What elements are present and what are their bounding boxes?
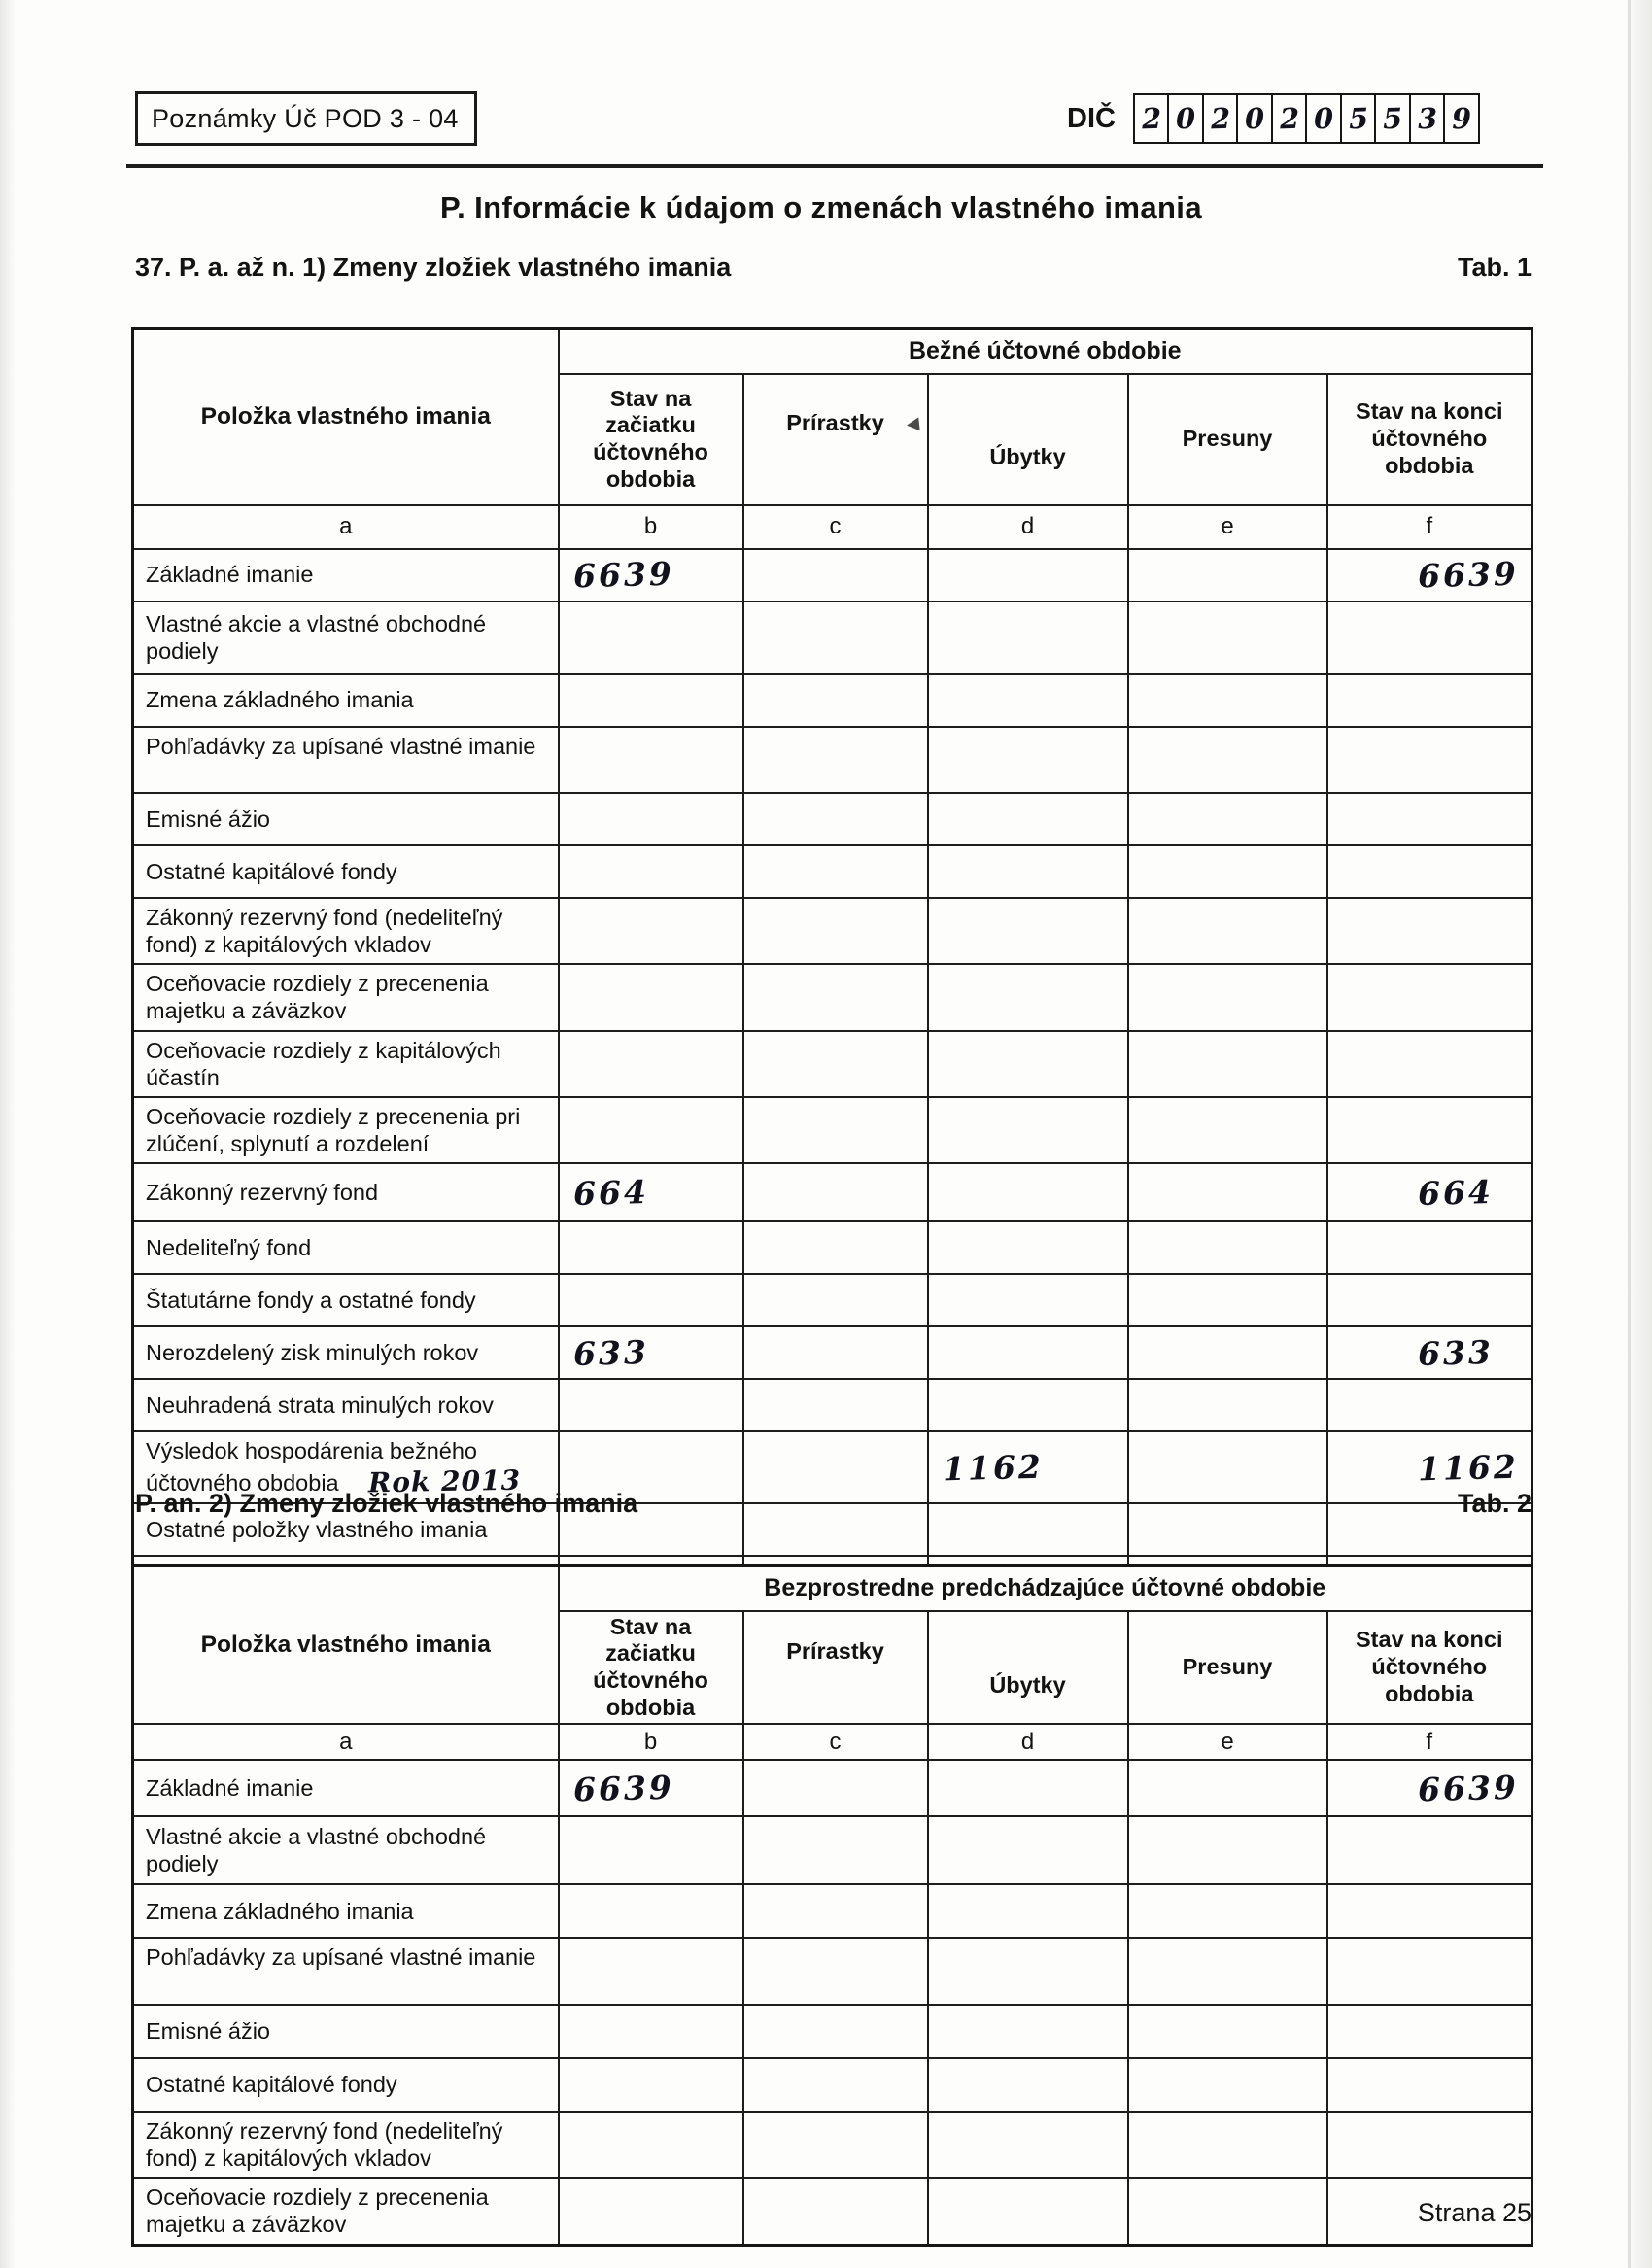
cell-value-f bbox=[1327, 2058, 1532, 2112]
col-header-additions-label: Prírastky bbox=[786, 410, 884, 436]
col-header-closing-balance: Stav na konci účtovného obdobia bbox=[1327, 1611, 1532, 1725]
table-row bbox=[133, 793, 1532, 845]
table-row bbox=[133, 674, 1532, 727]
table-row bbox=[133, 1816, 1532, 1884]
cell-value-c bbox=[743, 898, 928, 964]
section-2-title: P. an. 2) Zmeny zložiek vlastného imania bbox=[135, 1489, 638, 1518]
dic-digit: 2 bbox=[1279, 101, 1300, 136]
cell-value-b bbox=[559, 898, 743, 964]
dic-box bbox=[1271, 93, 1308, 144]
cell-value-e bbox=[1128, 2058, 1327, 2112]
cell-value-b bbox=[559, 727, 743, 793]
row-label-cell bbox=[133, 549, 559, 601]
cell-value-b bbox=[559, 1031, 743, 1097]
handwritten-value: 633 bbox=[1417, 1332, 1494, 1373]
col-header-additions bbox=[743, 374, 928, 505]
cell-value-b bbox=[559, 549, 743, 601]
item-column-header: Položka vlastného imania bbox=[133, 1566, 559, 1725]
dic-digit: 9 bbox=[1451, 101, 1473, 136]
dic-digit: 0 bbox=[1313, 101, 1335, 136]
cell-value-e bbox=[1128, 1097, 1327, 1163]
cell-value-f bbox=[1327, 2112, 1532, 2178]
col-letter-c: c bbox=[743, 1724, 928, 1760]
row-label: Nerozdelený zisk minulých rokov bbox=[146, 1340, 479, 1366]
cell-value-f bbox=[1327, 601, 1532, 674]
cell-value-f bbox=[1327, 845, 1532, 898]
table-row bbox=[133, 1031, 1532, 1097]
row-label: Oceňovacie rozdiely z precenenia majetku a záväzkov bbox=[146, 971, 489, 1024]
col-letter-d: d bbox=[928, 505, 1128, 549]
cell-value-f bbox=[1327, 1031, 1532, 1097]
row-label: Ostatné kapitálové fondy bbox=[146, 858, 397, 884]
cell-value-f bbox=[1327, 964, 1532, 1030]
cell-value-d bbox=[928, 1816, 1128, 1884]
cell-value-c bbox=[743, 1221, 928, 1274]
col-header-opening-balance: Stav na začiatku účtovného obdobia bbox=[559, 1611, 743, 1725]
dic-box bbox=[1374, 93, 1411, 144]
dic-digit: 0 bbox=[1244, 101, 1266, 136]
table-row bbox=[133, 1274, 1532, 1326]
section-1-title: 37. P. a. až n. 1) Zmeny zložiek vlastného imania bbox=[135, 253, 732, 282]
dic-digit: 5 bbox=[1348, 101, 1369, 136]
cell-value-b bbox=[559, 1163, 743, 1221]
handwritten-value: 6639 bbox=[572, 1768, 674, 1809]
col-header-closing-balance: Stav na konci účtovného obdobia bbox=[1327, 374, 1532, 505]
cell-value-e bbox=[1128, 2005, 1327, 2058]
handwritten-value: 6639 bbox=[572, 554, 674, 596]
cell-value-c bbox=[743, 2058, 928, 2112]
row-label: Emisné ážio bbox=[146, 2018, 270, 2045]
row-label-cell bbox=[133, 2112, 559, 2178]
tab-2-label: Tab. 2 bbox=[1457, 1489, 1532, 1518]
row-label: Výsledok hospodárenia bežného účtovného obdobia bbox=[146, 1438, 478, 1495]
cell-value-f bbox=[1327, 898, 1532, 964]
page-title: P. Informácie k údajom o zmenách vlastného imania bbox=[440, 190, 1202, 224]
col-header-transfers: Presuny bbox=[1128, 374, 1327, 505]
row-label: Zákonný rezervný fond (nedeliteľný fond) z kapitálových vkladov bbox=[146, 2117, 503, 2171]
col-letter-e: e bbox=[1128, 505, 1327, 549]
form-code-box bbox=[135, 91, 477, 146]
form-code: Poznámky Úč POD 3 - 04 bbox=[152, 103, 459, 133]
col-letter-e: e bbox=[1128, 1724, 1327, 1760]
cell-value-d bbox=[928, 2058, 1128, 2112]
row-label: Oceňovacie rozdiely z precenenia pri zlúčení, splynutí a rozdelení bbox=[146, 1104, 521, 1157]
dic-box bbox=[1340, 93, 1377, 144]
table-row bbox=[133, 898, 1532, 964]
ink-mark bbox=[906, 417, 919, 431]
row-label-cell bbox=[133, 2005, 559, 2058]
cell-value-e bbox=[1128, 1163, 1327, 1221]
cell-value-c bbox=[743, 1326, 928, 1379]
cell-value-b bbox=[559, 1221, 743, 1274]
dic-digit: 5 bbox=[1382, 101, 1404, 136]
cell-value-e bbox=[1128, 1884, 1327, 1938]
dic-group bbox=[1067, 93, 1480, 144]
cell-value-e bbox=[1128, 1760, 1327, 1816]
cell-value-e bbox=[1128, 601, 1327, 674]
cell-value-c bbox=[743, 1274, 928, 1326]
row-label: Zákonný rezervný fond bbox=[146, 1180, 379, 1206]
cell-value-d bbox=[928, 845, 1128, 898]
row-label: Vlastné akcie a vlastné obchodné podiely bbox=[146, 1824, 487, 1877]
table-row bbox=[133, 601, 1532, 674]
row-label-cell bbox=[133, 964, 559, 1030]
row-label-cell bbox=[133, 1097, 559, 1163]
cell-value-d bbox=[928, 1326, 1128, 1379]
cell-value-d bbox=[928, 898, 1128, 964]
row-label: Zmena základného imania bbox=[146, 1898, 414, 1924]
handwritten-value: 1162 bbox=[1417, 1447, 1519, 1489]
cell-value-c bbox=[743, 1097, 928, 1163]
cell-value-d bbox=[928, 1884, 1128, 1938]
cell-value-c bbox=[743, 845, 928, 898]
row-label: Zmena základného imania bbox=[146, 687, 414, 713]
dic-boxes bbox=[1133, 93, 1481, 144]
dic-digit: 3 bbox=[1417, 101, 1438, 136]
period-header: Bezprostredne predchádzajúce účtovné obdobie bbox=[559, 1566, 1532, 1611]
row-label: Oceňovacie rozdiely z kapitálových účastín bbox=[146, 1037, 501, 1090]
col-header-opening-balance: Stav na začiatku účtovného obdobia bbox=[559, 374, 743, 505]
table-row bbox=[133, 2005, 1532, 2058]
cell-value-c bbox=[743, 2112, 928, 2178]
dic-label: DIČ bbox=[1067, 102, 1116, 134]
row-label: Ostatné kapitálové fondy bbox=[146, 2072, 397, 2098]
cell-value-b bbox=[559, 601, 743, 674]
cell-value-e bbox=[1128, 727, 1327, 793]
row-label-cell bbox=[133, 601, 559, 674]
cell-value-f bbox=[1327, 1938, 1532, 2004]
row-label: Základné imanie bbox=[146, 562, 314, 588]
row-label-cell bbox=[133, 1884, 559, 1938]
cell-value-b bbox=[559, 1760, 743, 1816]
cell-value-f bbox=[1327, 1884, 1532, 1938]
table-row bbox=[133, 845, 1532, 898]
table-row bbox=[133, 727, 1532, 793]
cell-value-b bbox=[559, 2058, 743, 2112]
cell-value-d bbox=[928, 1221, 1128, 1274]
col-letter-b: b bbox=[559, 1724, 743, 1760]
col-header-disposals: Úbytky bbox=[928, 374, 1128, 505]
cell-value-d bbox=[928, 1938, 1128, 2004]
row-label: Oceňovacie rozdiely z precenenia majetku a záväzkov bbox=[146, 2184, 489, 2238]
table-row bbox=[133, 2112, 1532, 2178]
cell-value-f bbox=[1327, 1816, 1532, 1884]
handwritten-value: 633 bbox=[572, 1332, 649, 1373]
handwritten-value: 664 bbox=[572, 1172, 649, 1213]
col-letter-f: f bbox=[1327, 505, 1532, 549]
cell-value-d bbox=[928, 2005, 1128, 2058]
dic-box bbox=[1443, 93, 1480, 144]
row-label-cell bbox=[133, 845, 559, 898]
handwritten-value: 664 bbox=[1417, 1172, 1494, 1213]
cell-value-d bbox=[928, 674, 1128, 727]
row-label: Ostatné položky vlastného imania bbox=[146, 1517, 488, 1543]
table-row bbox=[133, 1326, 1532, 1379]
cell-value-b bbox=[559, 1326, 743, 1379]
col-letter-a: a bbox=[133, 505, 559, 549]
cell-value-f bbox=[1327, 1163, 1532, 1221]
table-row bbox=[133, 1938, 1532, 2004]
cell-value-b bbox=[559, 964, 743, 1030]
dic-digit: 2 bbox=[1210, 101, 1231, 136]
cell-value-c bbox=[743, 601, 928, 674]
dic-box bbox=[1409, 93, 1446, 144]
cell-value-e bbox=[1128, 793, 1327, 845]
cell-value-c bbox=[743, 674, 928, 727]
table-row bbox=[133, 1760, 1532, 1816]
table-row bbox=[133, 1097, 1532, 1163]
row-label-cell bbox=[133, 1326, 559, 1379]
cell-value-f bbox=[1327, 1760, 1532, 1816]
row-label-cell bbox=[133, 1816, 559, 1884]
cell-value-f bbox=[1327, 1379, 1532, 1431]
cell-value-e bbox=[1128, 2112, 1327, 2178]
row-label: Pohľadávky za upísané vlastné imanie bbox=[146, 733, 536, 759]
cell-value-b bbox=[559, 793, 743, 845]
cell-value-d bbox=[928, 549, 1128, 601]
cell-value-d bbox=[928, 1163, 1128, 1221]
row-label: Neuhradená strata minulých rokov bbox=[146, 1392, 494, 1419]
cell-value-d bbox=[928, 1097, 1128, 1163]
col-letter-d: d bbox=[928, 1724, 1128, 1760]
col-letter-b: b bbox=[559, 505, 743, 549]
cell-value-f bbox=[1327, 1097, 1532, 1163]
cell-value-e bbox=[1128, 674, 1327, 727]
cell-value-f bbox=[1327, 727, 1532, 793]
cell-value-e bbox=[1128, 1274, 1327, 1326]
table-row bbox=[133, 549, 1532, 601]
equity-changes-table-previous-period bbox=[131, 1564, 1533, 2247]
cell-value-c bbox=[743, 1816, 928, 1884]
cell-value-e bbox=[1128, 964, 1327, 1030]
cell-value-c bbox=[743, 727, 928, 793]
row-label: Základné imanie bbox=[146, 1775, 314, 1802]
cell-value-e bbox=[1128, 1938, 1327, 2004]
dic-box bbox=[1167, 93, 1204, 144]
row-label: Emisné ážio bbox=[146, 806, 270, 832]
col-header-additions: Prírastky bbox=[743, 1611, 928, 1725]
cell-value-e bbox=[1128, 1221, 1327, 1274]
cell-value-d bbox=[928, 1760, 1128, 1816]
cell-value-b bbox=[559, 1816, 743, 1884]
cell-value-e bbox=[1128, 549, 1327, 601]
row-label-cell bbox=[133, 1163, 559, 1221]
row-label: Nedeliteľný fond bbox=[146, 1235, 312, 1261]
cell-value-c bbox=[743, 1884, 928, 1938]
cell-value-d bbox=[928, 727, 1128, 793]
cell-value-b bbox=[559, 2005, 743, 2058]
row-label-cell bbox=[133, 1031, 559, 1097]
cell-value-d bbox=[928, 964, 1128, 1030]
cell-value-e bbox=[1128, 1816, 1327, 1884]
table-row bbox=[133, 1379, 1532, 1431]
cell-value-c bbox=[743, 964, 928, 1030]
cell-value-b bbox=[559, 1884, 743, 1938]
cell-value-e bbox=[1128, 1326, 1327, 1379]
dic-digit: 2 bbox=[1141, 101, 1162, 136]
row-label-cell bbox=[133, 793, 559, 845]
col-letter-a: a bbox=[133, 1724, 559, 1760]
cell-value-b bbox=[559, 845, 743, 898]
cell-value-c bbox=[743, 2005, 928, 2058]
row-label: Štatutárne fondy a ostatné fondy bbox=[146, 1288, 476, 1314]
cell-value-b bbox=[559, 2112, 743, 2178]
cell-value-f bbox=[1327, 1221, 1532, 1274]
dic-digit: 0 bbox=[1175, 101, 1197, 136]
cell-value-f bbox=[1327, 1326, 1532, 1379]
handwritten-note: Rok 2013 bbox=[367, 1463, 521, 1498]
cell-value-e bbox=[1128, 1031, 1327, 1097]
cell-value-b bbox=[559, 1379, 743, 1431]
cell-value-b bbox=[559, 674, 743, 727]
cell-value-f bbox=[1327, 2005, 1532, 2058]
cell-value-c bbox=[743, 1938, 928, 2004]
cell-value-d bbox=[928, 1031, 1128, 1097]
row-label-cell bbox=[133, 1760, 559, 1816]
cell-value-b bbox=[559, 1938, 743, 2004]
section-2-heading bbox=[135, 1489, 1532, 1519]
cell-value-b bbox=[559, 1274, 743, 1326]
row-label-cell bbox=[133, 727, 559, 793]
dic-box bbox=[1236, 93, 1273, 144]
equity-changes-table-current-period bbox=[131, 327, 1533, 1626]
header-divider bbox=[126, 164, 1543, 168]
handwritten-value: 6639 bbox=[1417, 554, 1519, 596]
cell-value-c bbox=[743, 549, 928, 601]
col-header-disposals: Úbytky bbox=[928, 1611, 1128, 1725]
table-row bbox=[133, 964, 1532, 1030]
row-label-cell bbox=[133, 898, 559, 964]
handwritten-value: 1162 bbox=[942, 1447, 1044, 1489]
period-header: Bežné účtovné obdobie bbox=[559, 329, 1532, 374]
cell-value-c bbox=[743, 1760, 928, 1816]
col-letter-c: c bbox=[743, 505, 928, 549]
cell-value-e bbox=[1128, 1379, 1327, 1431]
cell-value-c bbox=[743, 1379, 928, 1431]
cell-value-d bbox=[928, 601, 1128, 674]
handwritten-value: 6639 bbox=[1417, 1768, 1519, 1809]
cell-value-c bbox=[743, 1031, 928, 1097]
cell-value-e bbox=[1128, 845, 1327, 898]
table-row bbox=[133, 2058, 1532, 2112]
row-label-cell bbox=[133, 1221, 559, 1274]
cell-value-c bbox=[743, 793, 928, 845]
item-column-header: Položka vlastného imania bbox=[133, 329, 559, 505]
cell-value-f bbox=[1327, 549, 1532, 601]
row-label: Vlastné akcie a vlastné obchodné podiely bbox=[146, 610, 487, 664]
cell-value-d bbox=[928, 2112, 1128, 2178]
table-row bbox=[133, 1163, 1532, 1221]
cell-value-b bbox=[559, 1097, 743, 1163]
row-label-cell bbox=[133, 1379, 559, 1431]
tab-1-label: Tab. 1 bbox=[1457, 253, 1532, 282]
page-number: Strana 25 bbox=[1417, 2198, 1532, 2227]
row-label-cell bbox=[133, 674, 559, 727]
cell-value-f bbox=[1327, 674, 1532, 727]
cell-value-d bbox=[928, 793, 1128, 845]
row-label-cell bbox=[133, 1938, 559, 2004]
row-label-cell bbox=[133, 1274, 559, 1326]
row-label: Pohľadávky za upísané vlastné imanie bbox=[146, 1944, 536, 1971]
dic-box bbox=[1133, 93, 1170, 144]
row-label: Zákonný rezervný fond (nedeliteľný fond) z kapitálových vkladov bbox=[146, 904, 503, 958]
cell-value-f bbox=[1327, 793, 1532, 845]
dic-box bbox=[1305, 93, 1342, 144]
section-1-heading bbox=[135, 253, 1532, 283]
cell-value-d bbox=[928, 1274, 1128, 1326]
table-row bbox=[133, 1884, 1532, 1938]
table-row bbox=[133, 1221, 1532, 1274]
cell-value-c bbox=[743, 1163, 928, 1221]
cell-value-f bbox=[1327, 1274, 1532, 1326]
cell-value-d bbox=[928, 1379, 1128, 1431]
cell-value-e bbox=[1128, 898, 1327, 964]
col-letter-f: f bbox=[1327, 1724, 1532, 1760]
dic-box bbox=[1202, 93, 1239, 144]
col-header-transfers: Presuny bbox=[1128, 1611, 1327, 1725]
row-label-cell bbox=[133, 2058, 559, 2112]
